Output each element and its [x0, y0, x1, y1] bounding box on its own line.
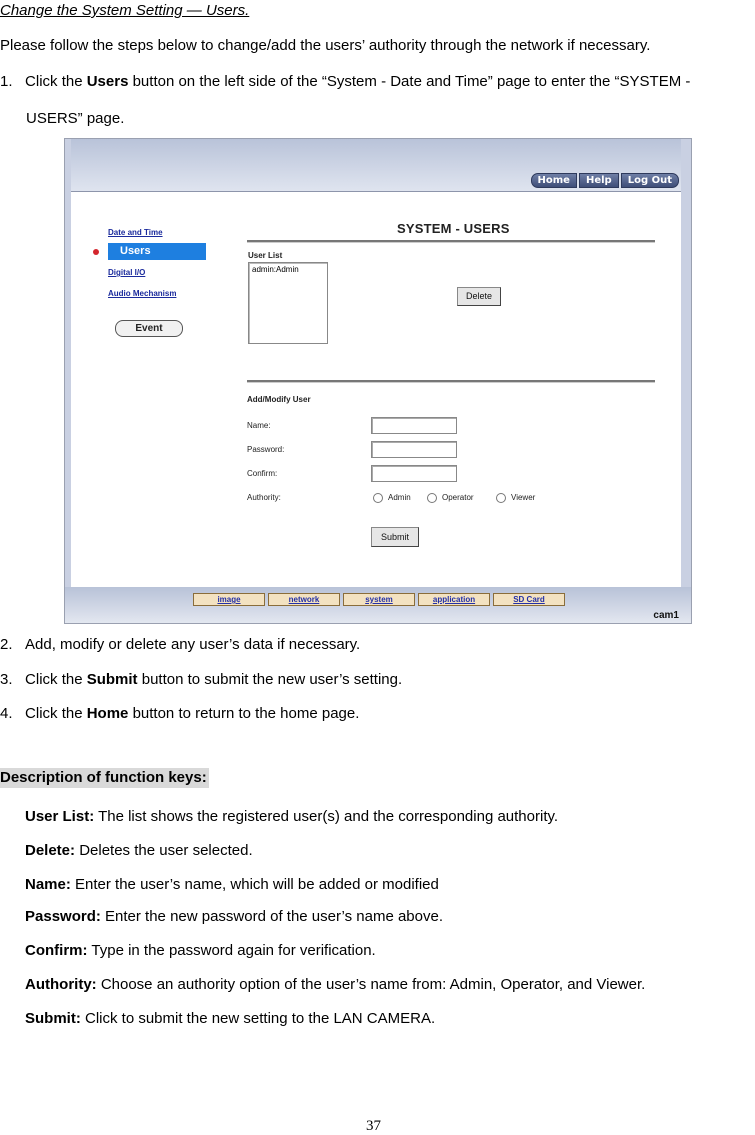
divider: [247, 380, 655, 383]
delete-button[interactable]: Delete: [457, 287, 501, 306]
radio-admin-label: Admin: [388, 493, 411, 502]
desc-key: Confirm:: [25, 942, 88, 959]
step-1-continued: USERS” page.: [26, 110, 125, 127]
tab-sd-card[interactable]: SD Card: [493, 593, 565, 606]
step-number: 1.: [0, 73, 13, 90]
event-button[interactable]: Event: [115, 320, 183, 337]
step-keyword: Users: [86, 73, 129, 90]
home-button[interactable]: Home: [531, 173, 577, 188]
logout-button[interactable]: Log Out: [621, 173, 679, 188]
description-heading: Description of function keys:: [0, 769, 207, 786]
user-list-label: User List: [248, 251, 283, 260]
bottom-tabs: [193, 593, 568, 606]
tab-system[interactable]: system: [343, 593, 415, 606]
desc-key: Delete:: [25, 842, 76, 859]
menu-users[interactable]: Users: [108, 243, 206, 260]
step-4: [0, 705, 359, 723]
step-text: button to return to the home page.: [128, 705, 360, 722]
confirm-label: Confirm:: [247, 469, 278, 478]
desc-delete: [25, 842, 253, 860]
add-modify-user-label: Add/Modify User: [247, 395, 311, 404]
step-number: 4.: [0, 705, 13, 722]
menu-digital-io[interactable]: Digital I/O: [108, 268, 146, 277]
desc-text: Enter the new password of the user’s name above.: [100, 908, 444, 925]
camera-name: cam1: [653, 610, 679, 621]
name-field[interactable]: [371, 417, 457, 434]
password-label: Password:: [247, 445, 285, 454]
tab-image[interactable]: image: [193, 593, 265, 606]
desc-key: Submit:: [25, 1010, 81, 1027]
step-1: [0, 73, 690, 91]
menu-date-and-time[interactable]: Date and Time: [108, 228, 163, 237]
name-label: Name:: [247, 421, 271, 430]
confirm-field[interactable]: [371, 465, 457, 482]
top-nav: [529, 173, 680, 188]
step-text: Add, modify or delete any user’s data if necessary.: [25, 636, 361, 653]
step-keyword: Home: [86, 705, 129, 722]
step-text: button to submit the new user’s setting.: [137, 671, 403, 688]
desc-text: The list shows the registered user(s) and the corresponding authority.: [94, 808, 559, 825]
desc-authority: [25, 976, 645, 994]
step-text: Click the: [25, 671, 87, 688]
desc-key: Authority:: [25, 976, 97, 993]
divider: [247, 240, 655, 243]
submit-button[interactable]: Submit: [371, 527, 419, 547]
desc-name: [25, 876, 439, 894]
radio-admin[interactable]: [373, 493, 383, 503]
radio-viewer[interactable]: [496, 493, 506, 503]
desc-key: Name:: [25, 876, 71, 893]
desc-key: Password:: [25, 908, 101, 925]
desc-user-list: [25, 808, 558, 826]
desc-text: Type in the password again for verification.: [87, 942, 376, 959]
password-field[interactable]: [371, 441, 457, 458]
intro-paragraph: Please follow the steps below to change/add the users’ authority through the network if necessary.: [0, 37, 651, 54]
step-text: Click the: [25, 705, 87, 722]
system-users-screenshot: [64, 138, 692, 624]
step-2: [0, 636, 360, 654]
tab-network[interactable]: network: [268, 593, 340, 606]
section-heading: Change the System Setting — Users.: [0, 2, 250, 19]
step-3: [0, 671, 402, 689]
desc-text: Enter the user’s name, which will be added or modified: [70, 876, 439, 893]
authority-label: Authority:: [247, 493, 281, 502]
step-text: Click the: [25, 73, 87, 90]
user-list-box[interactable]: [248, 262, 328, 344]
desc-submit: [25, 1010, 435, 1028]
step-number: 3.: [0, 671, 13, 688]
radio-operator[interactable]: [427, 493, 437, 503]
active-bullet-icon: [93, 249, 99, 255]
desc-text: Click to submit the new setting to the LAN CAMERA.: [80, 1010, 436, 1027]
desc-password: [25, 908, 443, 926]
help-button[interactable]: Help: [579, 173, 619, 188]
user-list-item[interactable]: admin:Admin: [252, 265, 299, 274]
page-title: SYSTEM - USERS: [397, 221, 510, 236]
step-number: 2.: [0, 636, 13, 653]
desc-key: User List:: [25, 808, 95, 825]
desc-text: Choose an authority option of the user’s name from: Admin, Operator, and Viewer.: [96, 976, 646, 993]
desc-text: Deletes the user selected.: [75, 842, 253, 859]
step-keyword: Submit: [86, 671, 138, 688]
step-text: button on the left side of the “System - Date and Time” page to enter the “SYSTEM -: [128, 73, 691, 90]
page-number: 37: [366, 1118, 381, 1134]
tab-application[interactable]: application: [418, 593, 490, 606]
right-border: [681, 139, 691, 623]
desc-confirm: [25, 942, 376, 960]
radio-viewer-label: Viewer: [511, 493, 536, 502]
radio-operator-label: Operator: [442, 493, 474, 502]
menu-audio-mechanism[interactable]: Audio Mechanism: [108, 289, 177, 298]
